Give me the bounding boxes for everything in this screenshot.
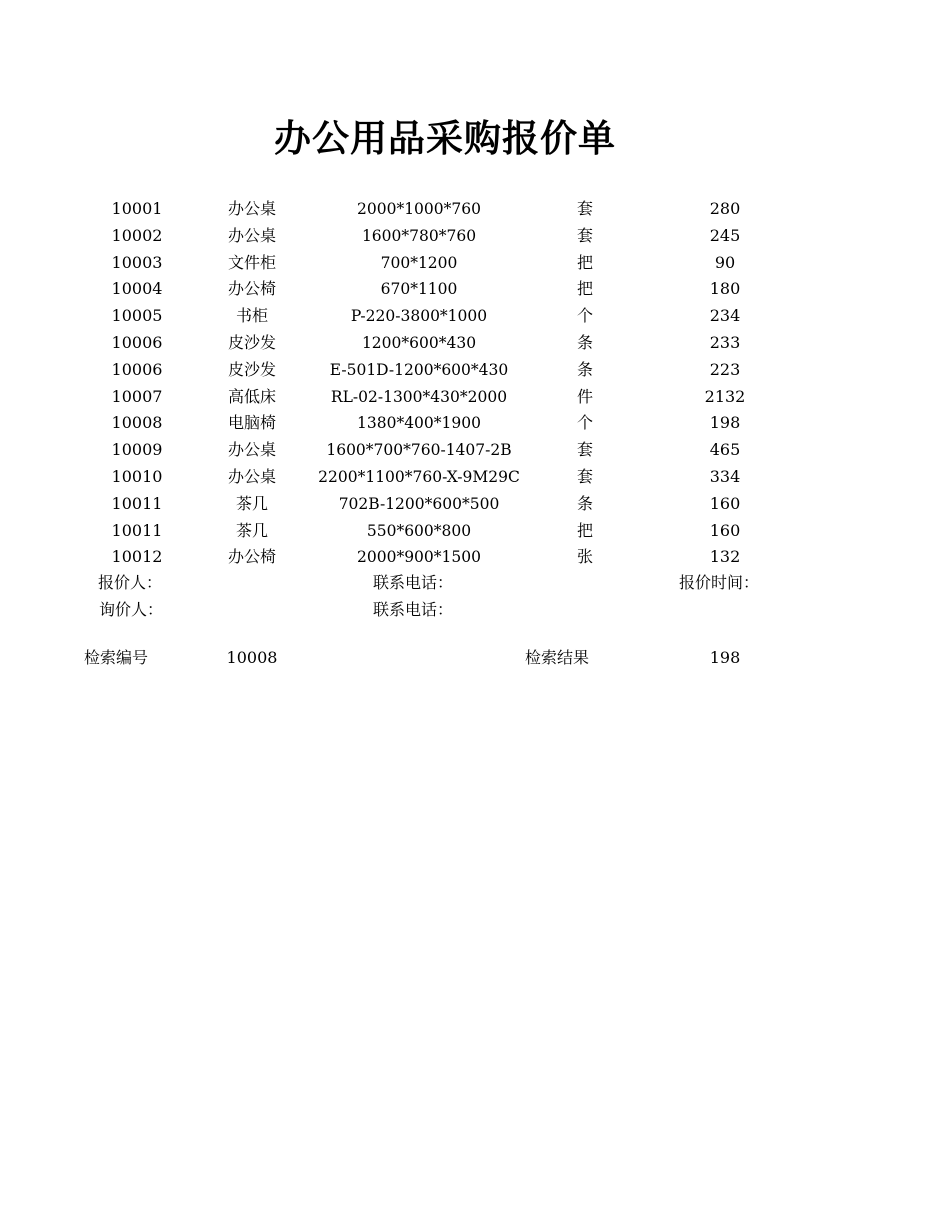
table-row [0,276,950,303]
item-name: 茶几 [235,493,268,513]
search-section [0,645,950,671]
item-unit: 套 [576,225,593,245]
item-price: 223 [709,359,741,379]
item-spec: 670*1100 [380,280,458,299]
search-result-value: 198 [709,648,741,667]
table-row [0,303,950,330]
item-code: 10006 [111,359,163,379]
item-spec: RL-02-1300*430*2000 [330,387,508,406]
item-unit: 件 [576,386,593,406]
item-code: 10012 [111,547,163,567]
item-unit: 套 [576,466,593,486]
item-spec: 2000*900*1500 [357,548,481,567]
quote-table [0,196,950,571]
item-unit: 张 [576,547,593,567]
item-name: 办公桌 [227,225,276,245]
quote-time-label: 报价时间： [679,573,760,592]
item-spec: 1380*400*1900 [357,414,481,433]
item-code: 10002 [111,225,163,245]
item-code: 10005 [111,306,163,326]
item-price: 2132 [704,386,746,406]
item-spec: 2200*1100*760-X-9M29C [318,467,520,486]
item-name: 电脑椅 [227,413,276,433]
item-code: 10006 [111,332,163,352]
item-name: 办公桌 [227,199,276,218]
page-title: 办公用品采购报价单 [274,117,616,160]
item-spec: 700*1200 [380,253,458,272]
item-spec: 1200*600*430 [361,333,477,352]
item-name: 高低床 [227,386,276,406]
table-row [0,491,950,518]
item-name: 办公椅 [227,279,276,299]
item-unit: 条 [576,332,593,352]
table-row [0,357,950,384]
item-unit: 套 [576,440,593,460]
item-price: 198 [709,413,741,433]
item-price: 234 [709,306,741,326]
table-row [0,196,950,223]
item-code: 10007 [111,386,163,406]
item-spec: 1600*780*760 [361,226,477,245]
item-unit: 把 [576,252,593,272]
table-row [0,384,950,411]
item-code: 10003 [111,252,163,272]
item-unit: 个 [576,306,593,326]
quoter-label: 报价人： [98,573,163,592]
item-price: 90 [714,252,736,272]
item-code: 10001 [111,199,163,218]
item-name: 文件柜 [227,252,276,272]
item-unit: 条 [576,493,593,513]
item-spec: 1600*700*760-1407-2B [326,441,512,460]
item-code: 10008 [111,413,163,433]
item-price: 180 [709,279,741,299]
table-row [0,544,950,571]
item-unit: 把 [576,520,593,540]
item-unit: 套 [576,199,593,218]
item-price: 465 [709,440,741,460]
item-price: 160 [709,493,741,513]
table-row [0,464,950,491]
table-row [0,437,950,464]
item-code: 10009 [111,440,163,460]
quoter-phone-label: 联系电话： [373,573,454,592]
item-code: 10011 [111,493,163,513]
inquirer-phone-label: 联系电话： [373,600,454,619]
search-result-label: 检索结果 [525,648,590,667]
item-unit: 个 [576,413,593,433]
item-name: 皮沙发 [227,332,276,352]
item-code: 10004 [111,279,163,299]
item-name: 皮沙发 [227,359,276,379]
item-price: 245 [709,225,741,245]
item-name: 茶几 [235,520,268,540]
item-spec: E-501D-1200*600*430 [329,360,509,379]
item-price: 334 [709,466,741,486]
item-price: 280 [709,199,741,218]
item-price: 160 [709,520,741,540]
item-code: 10010 [111,466,163,486]
item-price: 233 [709,332,741,352]
table-row [0,518,950,545]
item-unit: 把 [576,279,593,299]
item-spec: 702B-1200*600*500 [338,494,500,513]
item-price: 132 [709,547,741,567]
item-spec: P-220-3800*1000 [350,307,488,326]
table-row [0,223,950,250]
search-code-label: 检索编号 [84,648,149,667]
inquirer-label: 询价人： [99,600,164,619]
table-row [0,250,950,277]
item-spec: 550*600*800 [366,521,472,540]
table-row [0,410,950,437]
item-unit: 条 [576,359,593,379]
item-name: 办公桌 [227,440,276,460]
item-name: 书柜 [235,306,268,326]
search-code-value[interactable]: 10008 [226,648,278,667]
item-name: 办公椅 [227,547,276,567]
item-name: 办公桌 [227,466,276,486]
table-row [0,330,950,357]
item-code: 10011 [111,520,163,540]
item-spec: 2000*1000*760 [357,200,481,218]
